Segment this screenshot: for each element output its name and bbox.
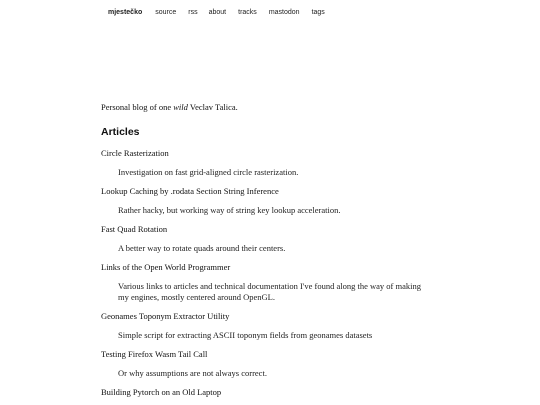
nav-about-link[interactable]: about [208, 9, 227, 16]
article-description: Simple script for extracting ASCII toponym fields from geonames datasets [118, 330, 373, 340]
article-title-link[interactable]: Testing Firefox Wasm Tail Call [101, 349, 208, 359]
article-title-link[interactable]: Lookup Caching by .rodata Section String Inference [101, 186, 279, 196]
article-title-link[interactable]: Fast Quad Rotation [101, 224, 168, 234]
article-description: Various links to articles and technical documentation I've found along the way of making my engines, mostly centered around OpenGL. [118, 281, 421, 302]
articles-heading: Articles [101, 126, 140, 138]
article-description: Or why assumptions are not always correct. [118, 368, 267, 378]
top-nav [108, 9, 325, 16]
nav-rss-link[interactable]: rss [188, 9, 198, 16]
article-title-link[interactable]: Circle Rasterization [101, 148, 169, 158]
site-brand-link[interactable]: mjestečko [108, 9, 143, 16]
intro-suffix: Veclav Talica. [187, 102, 238, 112]
article-title-link[interactable]: Building Pytorch on an Old Laptop [101, 387, 222, 397]
article-item [101, 224, 431, 254]
article-description: A better way to rotate quads around their centers. [118, 243, 286, 253]
article-title-link[interactable]: Links of the Open World Programmer [101, 262, 231, 272]
article-description: Investigation on fast grid-aligned circle rasterization. [118, 167, 299, 177]
article-list [101, 148, 431, 398]
nav-mastodon-link[interactable]: mastodon [268, 9, 300, 16]
intro-prefix: Personal blog of one [101, 102, 174, 112]
article-item [101, 349, 431, 379]
nav-tags-link[interactable]: tags [311, 9, 325, 16]
intro-emphasis: wild [173, 102, 188, 112]
article-item [101, 387, 431, 398]
article-description: Rather hacky, but working way of string key lookup acceleration. [118, 205, 341, 215]
article-item [101, 148, 431, 178]
intro-text [101, 102, 238, 112]
article-title-link[interactable]: Geonames Toponym Extractor Utility [101, 311, 230, 321]
article-item [101, 186, 431, 216]
nav-tracks-link[interactable]: tracks [238, 9, 257, 16]
article-item [101, 262, 431, 303]
article-item [101, 311, 431, 341]
nav-source-link[interactable]: source [155, 9, 177, 16]
